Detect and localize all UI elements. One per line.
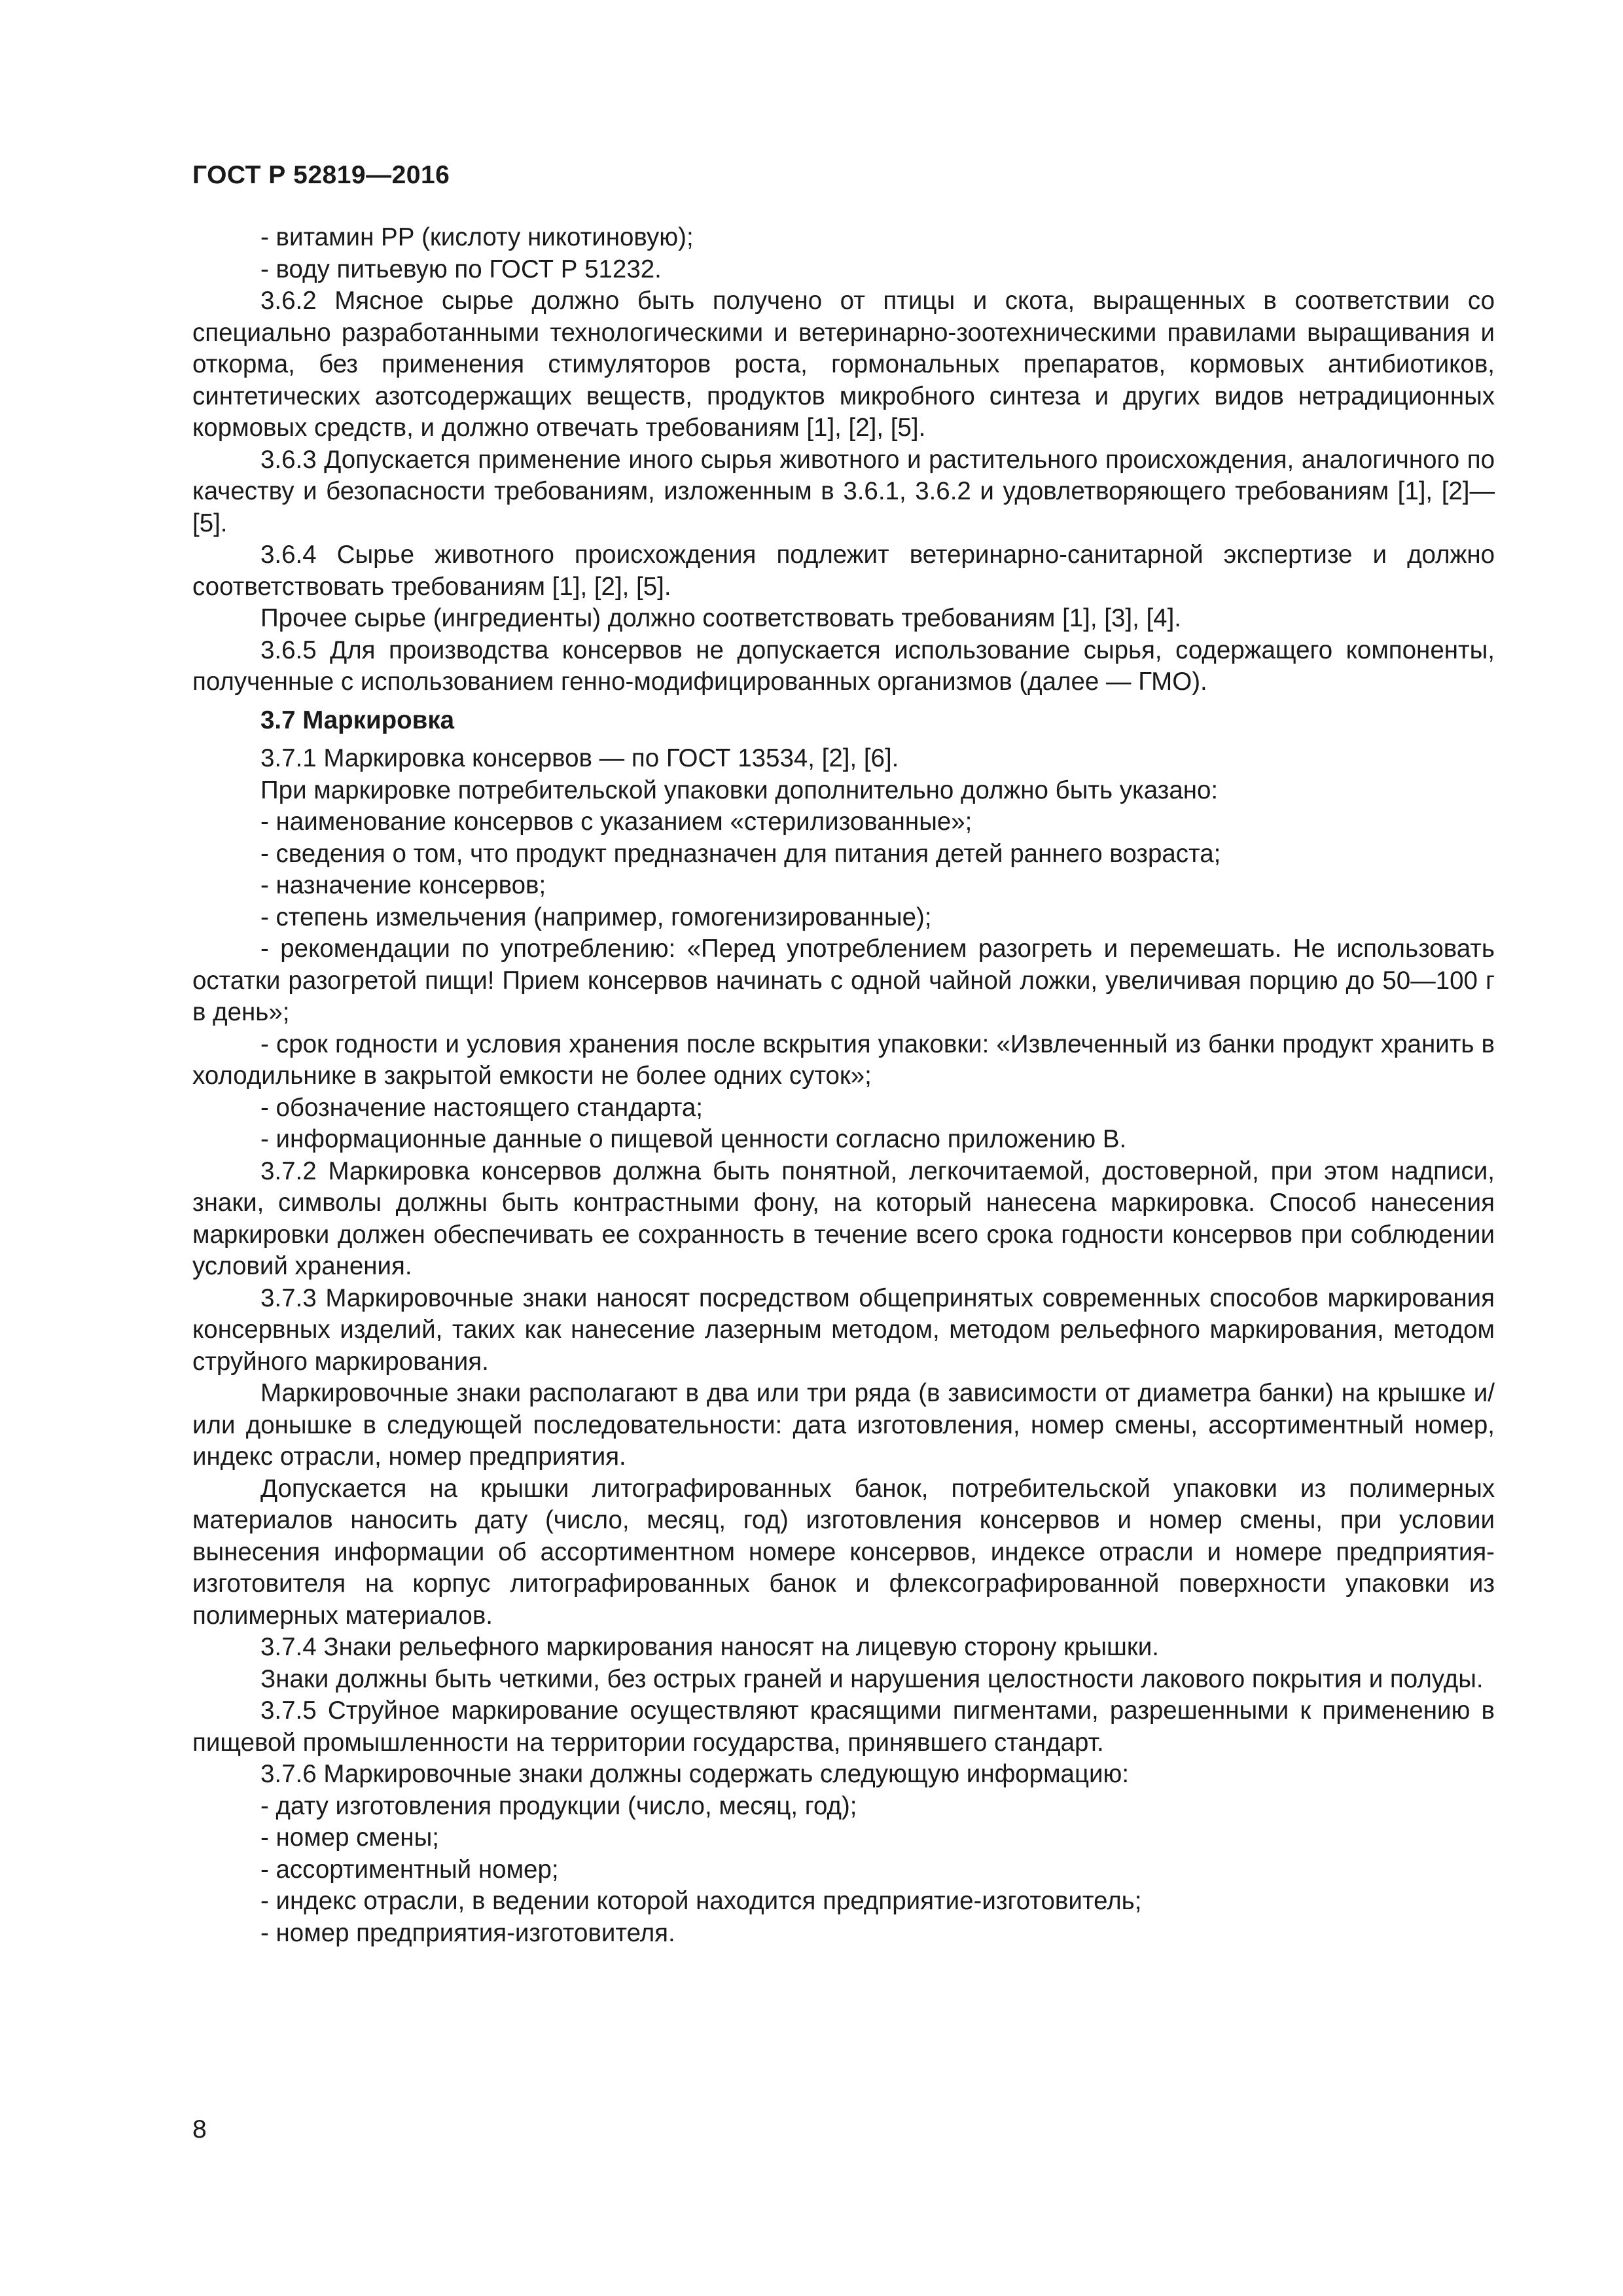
- paragraph: 3.7.5 Струйное маркирование осуществляют красящими пигментами, разрешенными к применению в пищевой промышленности на территории государства, принявшего стандарт.: [192, 1696, 1495, 1757]
- list-item: - обозначение настоящего стандарта;: [260, 1093, 704, 1122]
- list-item: - рекомендации по употреблению: «Перед употреблением разогреть и перемешать. Не использовать остатки разогретой пищи! Прием консервов начинать с одной чайной ложки, увеличивая порцию до 50—100 г в день»;: [192, 935, 1495, 1026]
- paragraph: Маркировочные знаки располагают в два или три ряда (в зависимости от диаметра банки) на крышке и/или донышке в следующей последовательности: дата изготовления, номер смены, ассортиментный номер, индекс отрасли, номер предприятия.: [192, 1379, 1495, 1471]
- list-item: - наименование консервов с указанием «стерилизованные»;: [260, 808, 972, 836]
- paragraph: 3.7.1 Маркировка консервов — по ГОСТ 13534, [2], [6].: [260, 744, 899, 772]
- paragraph: 3.6.3 Допускается применение иного сырья животного и растительного происхождения, аналогичного по качеству и безопасности требованиям, изложенным в 3.6.1, 3.6.2 и удовлетворяющего требованиям [1], [2]—[5].: [192, 445, 1495, 537]
- paragraph: Допускается на крышки литографированных банок, потребительской упаковки из полимерных материалов наносить дату (число, месяц, год) изготовления консервов и номер смены, при условии вынесения информации об ассортиментном номере консервов, индексе отрасли и номере предприятия-изготовителя на корпус литографированных банок и флексографированной поверхности упаковки из полимерных материалов.: [192, 1474, 1495, 1630]
- list-item: - дату изготовления продукции (число, месяц, год);: [260, 1791, 857, 1820]
- page-number: 8: [192, 2115, 207, 2144]
- paragraph: 3.7.6 Маркировочные знаки должны содержать следующую информацию:: [260, 1760, 1130, 1788]
- document-body: [192, 222, 1495, 1949]
- paragraph: 3.6.2 Мясное сырье должно быть получено от птицы и скота, выращенных в соответствии со специально разработанными технологическими и ветеринарно-зоотехническими правилами выращивания и откорма, без применения стимуляторов роста, гормональных препаратов, кормовых антибиотиков, синтетических азотсодержащих веществ, продуктов микробного синтеза и других видов нетрадиционных кормовых средств, и должно отвечать требованиям [1], [2], [5].: [192, 287, 1495, 442]
- list-item: - назначение консервов;: [260, 871, 546, 899]
- paragraph: 3.7.3 Маркировочные знаки наносят посредством общепринятых современных способов маркирования консервных изделий, таких как нанесение лазерным методом, методом рельефного маркирования, методом струйного маркирования.: [192, 1283, 1495, 1376]
- paragraph: Прочее сырье (ингредиенты) должно соответствовать требованиям [1], [3], [4].: [260, 604, 1181, 632]
- list-item: - степень измельчения (например, гомогенизированные);: [260, 903, 932, 931]
- list-item: - номер предприятия-изготовителя.: [260, 1918, 675, 1947]
- section-heading: 3.7 Маркировка: [260, 706, 455, 734]
- paragraph: 3.6.4 Сырье животного происхождения подлежит ветеринарно-санитарной экспертизе и должно соответствовать требованиям [1], [2], [5].: [192, 541, 1495, 601]
- list-item: - витамин РР (кислоту никотиновую);: [260, 223, 694, 251]
- paragraph: Знаки должны быть четкими, без острых граней и нарушения целостности лакового покрытия и полуды.: [260, 1664, 1484, 1693]
- paragraph: При маркировке потребительской упаковки дополнительно должно быть указано:: [260, 776, 1219, 804]
- list-item: - номер смены;: [260, 1823, 439, 1852]
- list-item: - информационные данные о пищевой ценности согласно приложению В.: [260, 1125, 1127, 1153]
- running-header: ГОСТ Р 52819—2016: [192, 161, 450, 189]
- list-item: - воду питьевую по ГОСТ Р 51232.: [260, 255, 662, 283]
- list-item: - сведения о том, что продукт предназначен для питания детей раннего возраста;: [260, 839, 1221, 868]
- paragraph: 3.6.5 Для производства консервов не допускается использование сырья, содержащего компоненты, полученные с использованием генно-модифицированных организмов (далее — ГМО).: [192, 636, 1495, 696]
- paragraph: 3.7.2 Маркировка консервов должна быть понятной, легкочитаемой, достоверной, при этом надписи, знаки, символы должны быть контрастными фону, на который нанесена маркировка. Способ нанесения маркировки должен обеспечивать ее сохранность в течение всего срока годности консервов при соблюдении условий хранения.: [192, 1157, 1495, 1280]
- list-item: - ассортиментный номер;: [260, 1855, 559, 1884]
- paragraph: 3.7.4 Знаки рельефного маркирования наносят на лицевую сторону крышки.: [260, 1633, 1159, 1661]
- list-item: - срок годности и условия хранения после вскрытия упаковки: «Извлеченный из банки продукт хранить в холодильнике в закрытой емкости не более одних суток»;: [192, 1030, 1495, 1090]
- list-item: - индекс отрасли, в ведении которой находится предприятие-изготовитель;: [260, 1887, 1142, 1915]
